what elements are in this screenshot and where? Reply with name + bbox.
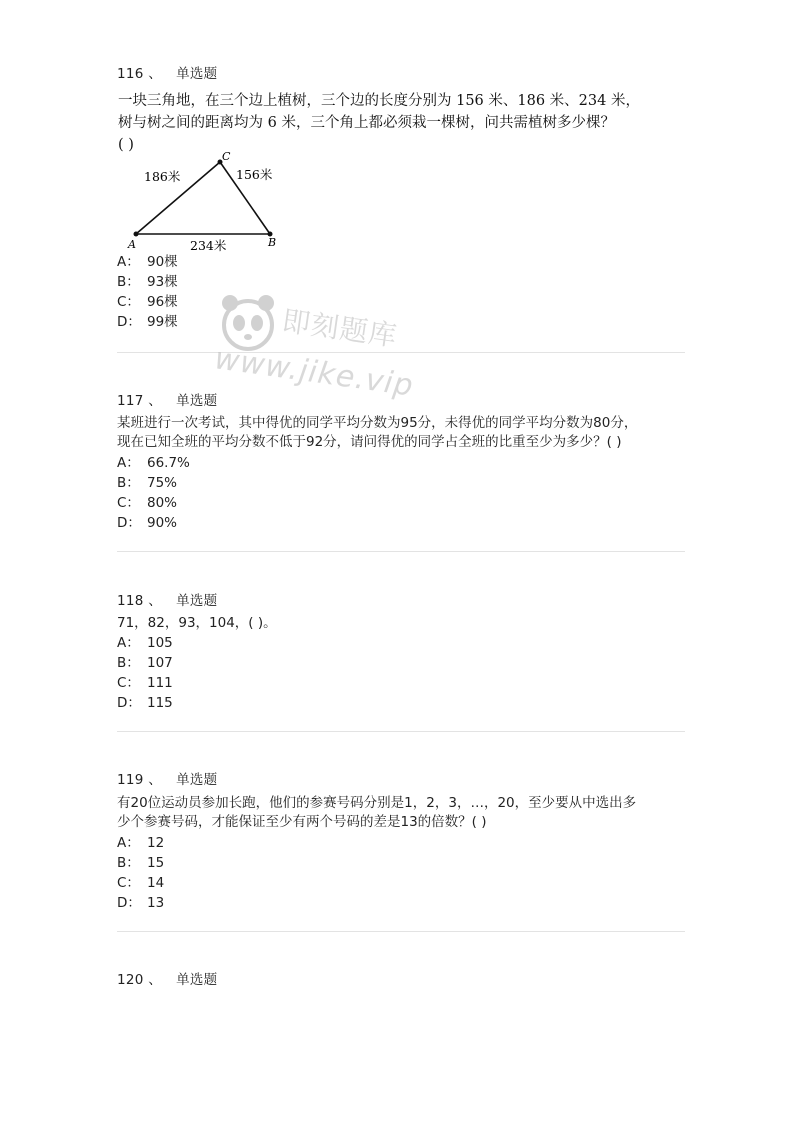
option-text: 15 [147, 855, 165, 871]
stem-line: 有20位运动员参加长跑，他们的参赛号码分别是1，2，3，…，20，至少要从中选出多 [117, 795, 637, 811]
question-117-stem [117, 414, 687, 452]
option-text: 14 [147, 875, 165, 891]
stem-line: 树与树之间的距离均为 6 米，三个角上都必须栽一棵树，问共需植树多少棵？ [118, 115, 615, 131]
stem-line: 71，82，93，104，( )。 [117, 615, 277, 631]
question-number: 120 、 [117, 972, 163, 988]
question-type: 单选题 [176, 772, 218, 788]
option-a[interactable] [117, 252, 178, 272]
divider [117, 731, 685, 732]
option-letter: D： [117, 515, 141, 531]
vertex-a-label: A [128, 238, 136, 251]
vertex-c-label: C [222, 150, 231, 163]
stem-line: 一块三角地，在三个边上植树，三个边的长度分别为 156 米、186 米、234 米， [118, 93, 640, 109]
option-letter: A： [117, 455, 140, 471]
option-text: 80% [147, 495, 178, 511]
option-letter: D： [117, 895, 141, 911]
option-c[interactable] [117, 493, 177, 513]
option-text: 75% [147, 475, 178, 491]
question-type: 单选题 [176, 393, 218, 409]
option-text: 90棵 [147, 254, 178, 270]
option-letter: D： [117, 695, 141, 711]
watermark-url: www.jike.vip [212, 341, 416, 404]
option-text: 13 [147, 895, 165, 911]
triangle-figure [124, 150, 294, 255]
stem-line: ( ) [118, 137, 134, 153]
option-text: 105 [147, 635, 173, 651]
question-119-header [117, 768, 217, 788]
vertex-b-label: B [268, 236, 277, 249]
option-d[interactable] [117, 312, 178, 332]
stem-line: 现在已知全班的平均分数不低于92分，请问得优的同学占全班的比重至少为多少？( ) [117, 434, 622, 450]
question-120-header [117, 968, 217, 988]
option-text: 12 [147, 835, 165, 851]
option-letter: C： [117, 294, 140, 310]
option-c[interactable] [117, 292, 178, 312]
watermark-brand: 即刻题库 [280, 304, 400, 353]
stem-line: 少个参赛号码，才能保证至少有两个号码的差是13的倍数？( ) [117, 814, 487, 830]
option-b[interactable] [117, 272, 178, 292]
question-type: 单选题 [176, 593, 218, 609]
option-text: 66.7% [147, 455, 190, 471]
option-text: 115 [147, 695, 173, 711]
option-letter: A： [117, 635, 140, 651]
option-d[interactable] [117, 693, 173, 713]
option-text: 111 [147, 675, 173, 691]
option-letter: B： [117, 855, 140, 871]
option-a[interactable] [117, 833, 164, 853]
side-ab-label: 234米 [190, 238, 227, 253]
option-letter: C： [117, 875, 140, 891]
option-letter: B： [117, 274, 140, 290]
option-text: 90% [147, 515, 178, 531]
question-118-header [117, 589, 217, 609]
option-letter: C： [117, 495, 140, 511]
option-letter: D： [117, 314, 141, 330]
stem-line: 某班进行一次考试，其中得优的同学平均分数为95分，未得优的同学平均分数为80分， [117, 415, 638, 431]
question-number: 118 、 [117, 593, 163, 609]
question-number: 116 、 [117, 66, 163, 82]
option-letter: C： [117, 675, 140, 691]
question-119-stem [117, 794, 687, 832]
option-b[interactable] [117, 853, 164, 873]
option-b[interactable] [117, 653, 173, 673]
option-letter: A： [117, 835, 140, 851]
option-text: 107 [147, 655, 173, 671]
question-116-stem [118, 90, 678, 156]
side-cb-label: 156米 [236, 167, 273, 182]
option-text: 99棵 [147, 314, 178, 330]
option-letter: A： [117, 254, 140, 270]
option-text: 96棵 [147, 294, 178, 310]
question-number: 119 、 [117, 772, 163, 788]
option-c[interactable] [117, 873, 164, 893]
question-116-header [117, 62, 217, 82]
divider [117, 551, 685, 552]
option-a[interactable] [117, 453, 190, 473]
option-d[interactable] [117, 513, 177, 533]
option-b[interactable] [117, 473, 177, 493]
watermark [212, 285, 442, 435]
question-number: 117 、 [117, 393, 163, 409]
divider [117, 931, 685, 932]
question-type: 单选题 [176, 66, 218, 82]
question-118-stem [117, 614, 687, 633]
option-text: 93棵 [147, 274, 178, 290]
option-letter: B： [117, 475, 140, 491]
option-a[interactable] [117, 633, 173, 653]
question-117-header [117, 389, 217, 409]
side-ac-label: 186米 [144, 169, 181, 184]
option-letter: B： [117, 655, 140, 671]
question-type: 单选题 [176, 972, 218, 988]
option-d[interactable] [117, 893, 164, 913]
option-c[interactable] [117, 673, 173, 693]
